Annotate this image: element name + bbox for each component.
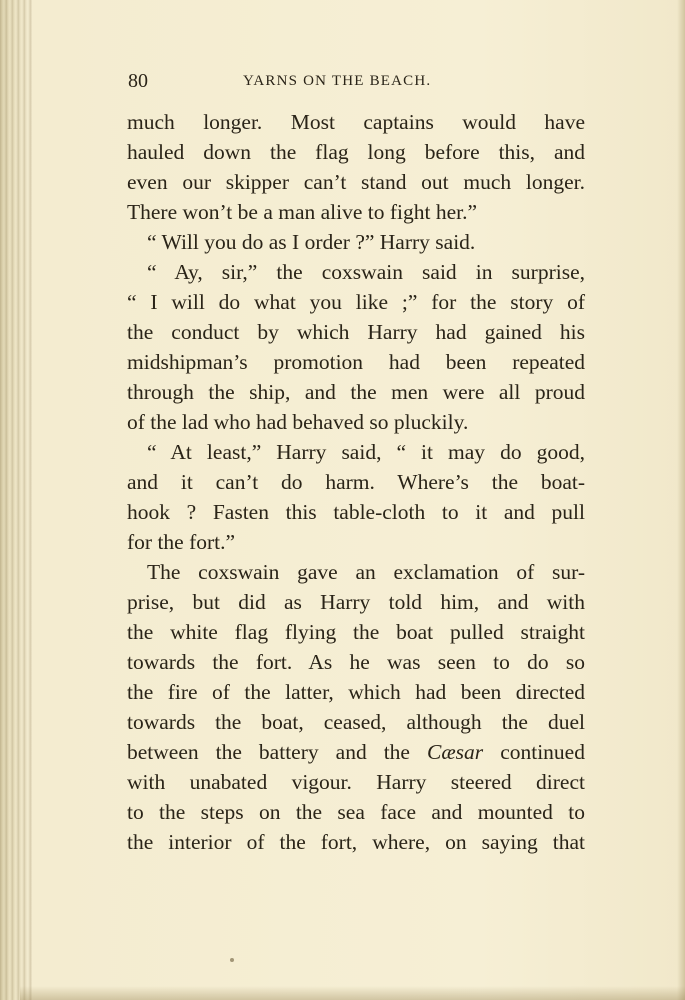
text-line: midshipman’s promotion had been repeated <box>127 350 585 374</box>
text-line: “ At least,” Harry said, “ it may do good, <box>147 440 585 464</box>
text-line: towards the boat, ceased, although the duel <box>127 710 585 734</box>
text-line: for the fort.” <box>127 530 236 554</box>
paper-speck <box>230 958 234 962</box>
text-line: the interior of the fort, where, on saying that <box>127 830 585 854</box>
text-line: The coxswain gave an exclamation of sur- <box>147 560 585 584</box>
text-line: much longer. Most captains would have <box>127 110 585 134</box>
page-gutter <box>0 0 32 1000</box>
text-line: the conduct by which Harry had gained his <box>127 320 585 344</box>
text-line: “ Ay, sir,” the coxswain said in surprise, <box>147 260 585 284</box>
text-line: through the ship, and the men were all proud <box>127 380 585 404</box>
ship-name-italic: Cæsar <box>427 740 484 764</box>
running-head: YARNS ON THE BEACH. <box>243 73 432 89</box>
page-edge-shadow <box>677 0 685 1000</box>
page-bottom-shadow <box>20 986 685 1000</box>
text-line: “ Will you do as I order ?” Harry said. <box>147 230 476 254</box>
text-line-segment: continued <box>483 740 585 764</box>
text-line-segment: between the battery and the <box>127 740 427 764</box>
page-number: 80 <box>128 70 148 92</box>
text-line: and it can’t do harm. Where’s the boat- <box>127 470 585 494</box>
text-line: even our skipper can’t stand out much longer. <box>127 170 585 194</box>
text-line: “ I will do what you like ;” for the story of <box>127 290 585 314</box>
text-line: of the lad who had behaved so pluckily. <box>127 410 469 434</box>
text-line: There won’t be a man alive to fight her.” <box>127 200 478 224</box>
text-line: towards the fort. As he was seen to do so <box>127 650 585 674</box>
page-header <box>128 70 585 94</box>
text-line: hauled down the flag long before this, and <box>127 140 585 164</box>
text-line <box>127 737 585 767</box>
text-line: the white flag flying the boat pulled straight <box>127 620 585 644</box>
text-line: hook ? Fasten this table-cloth to it and pull <box>127 500 585 524</box>
text-line: prise, but did as Harry told him, and with <box>127 590 585 614</box>
text-line: with unabated vigour. Harry steered direct <box>127 770 585 794</box>
text-line: to the steps on the sea face and mounted to <box>127 800 585 824</box>
body-text <box>127 107 585 857</box>
text-line: the fire of the latter, which had been directed <box>127 680 585 704</box>
